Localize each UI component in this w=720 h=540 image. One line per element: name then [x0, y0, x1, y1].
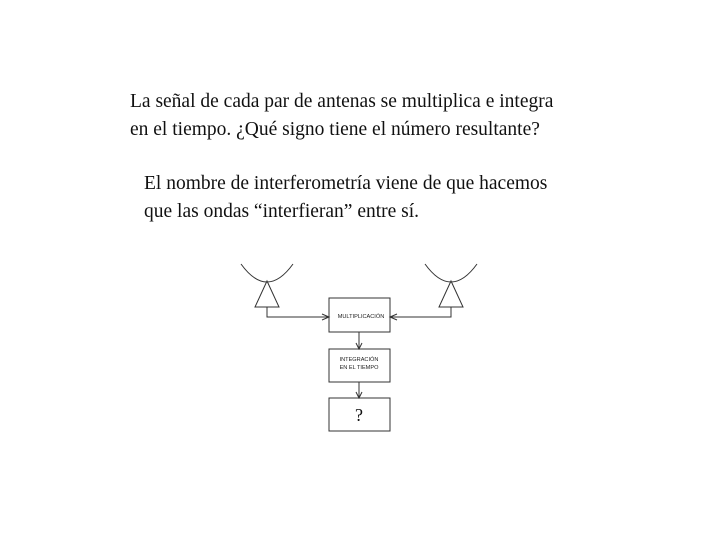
result-label: ? [355, 405, 363, 425]
question-line-1: La señal de cada par de antenas se multiplica e integra [130, 91, 554, 112]
multiplication-label: MULTIPLICACIÓN [337, 314, 385, 320]
right-antenna-icon [425, 264, 477, 307]
question-line-2: en el tiempo. ¿Qué signo tiene el número resultante? [130, 119, 540, 140]
integration-label-line-2: EN EL TIEMPO [339, 365, 379, 371]
note-line-1: El nombre de interferometría viene de que hacemos [144, 173, 548, 194]
integration-label-line-1: INTEGRACIÓN [339, 357, 379, 363]
left-signal-line [267, 307, 329, 317]
right-signal-line [390, 307, 451, 317]
left-antenna-icon [241, 264, 293, 307]
note-line-2: que las ondas “interfieran” entre sí. [144, 201, 420, 222]
